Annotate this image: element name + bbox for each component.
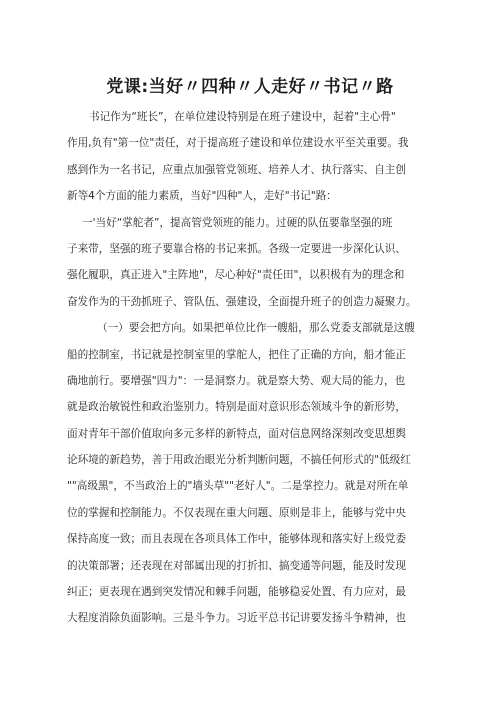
paragraph-line: 作用,负有"第一位"责任，对于提高班子建设和单位建设水平至关重要。我 — [67, 137, 409, 150]
paragraph-line: 就是政治敏锐性和政治鉴别力。特别是面对意识形态领域斗争的新形势， — [67, 401, 406, 414]
paragraph-line: ""高级黑"，不当政治上的"墙头草""老好人"。二是掌控力。就是对所在单 — [67, 480, 409, 493]
paragraph-line: 奋发作为的干劲抓班子、管队伍、强建设，全面提升班子的创造力凝聚力。 — [67, 295, 417, 308]
paragraph-line: 论环境的新趋势，善于用政治眼光分析判断问题，不搞任何形式的"低级红 — [67, 454, 411, 467]
paragraph-line: 位的掌握和控制能力。不仅表现在重大问题、原则是非上，能够与党中央 — [67, 506, 406, 519]
subsection-heading-line: （一）要会把方向。如果把单位比作一艘船，那么党委支部就是这艘 — [97, 322, 415, 335]
section-heading-line: 一'当好“掌舵者”，提高管党领班的能力。过硬的队伍要靠坚强的班 — [82, 216, 393, 229]
paragraph-line: 感到作为一名书记，应重点加强管党领班、培养人才、执行落实、自主创 — [67, 163, 406, 176]
document-body — [67, 104, 437, 632]
document-title: 党课:当好〃四种〃人走好〃书记〃路 — [106, 77, 394, 97]
paragraph-line: 强化履职，真正进入"主阵地"，尽心种好"责任田"，以积极有为的理念和 — [67, 269, 405, 282]
paragraph-line: 大程度消除负面影响。三是斗争力。习近平总书记讲要发扬斗争精神，也 — [67, 612, 406, 625]
paragraph-line: 子来带，坚强的班子要靠合格的书记来抓。各级一定要进一步深化认识、 — [67, 242, 406, 255]
paragraph-line: 船的控制室，书记就是控制室里的掌舵人，把住了正确的方向，船才能正 — [67, 348, 406, 361]
paragraph-line: 保持高度一致；而且表现在各项具体工作中，能够体现和落实好上级党委 — [67, 533, 406, 546]
paragraph-line: 确地前行。要增强"四力"：一是洞察力。就是察大势、观大局的能力，也 — [67, 374, 406, 387]
paragraph-line: 书记作为“班长”，在单位建设特别是在班子建设中，起着"主心骨" — [89, 111, 396, 123]
paragraph-line: 纠正；更表现在遇到突发情况和棘手问题，能够稳妥处置、有力应对，最 — [67, 586, 406, 599]
paragraph-line: 新等4个方面的能力素质，当好"四种"人，走好"书记"路： — [67, 190, 337, 203]
paragraph-line: 面对青年干部价值取向多元多样的新特点，面对信息网络深刻改变思想舆 — [67, 427, 406, 440]
paragraph-line: 的决策部署；还表现在对部属出现的打折扣、搞变通等问题，能及时发现 — [67, 559, 406, 572]
